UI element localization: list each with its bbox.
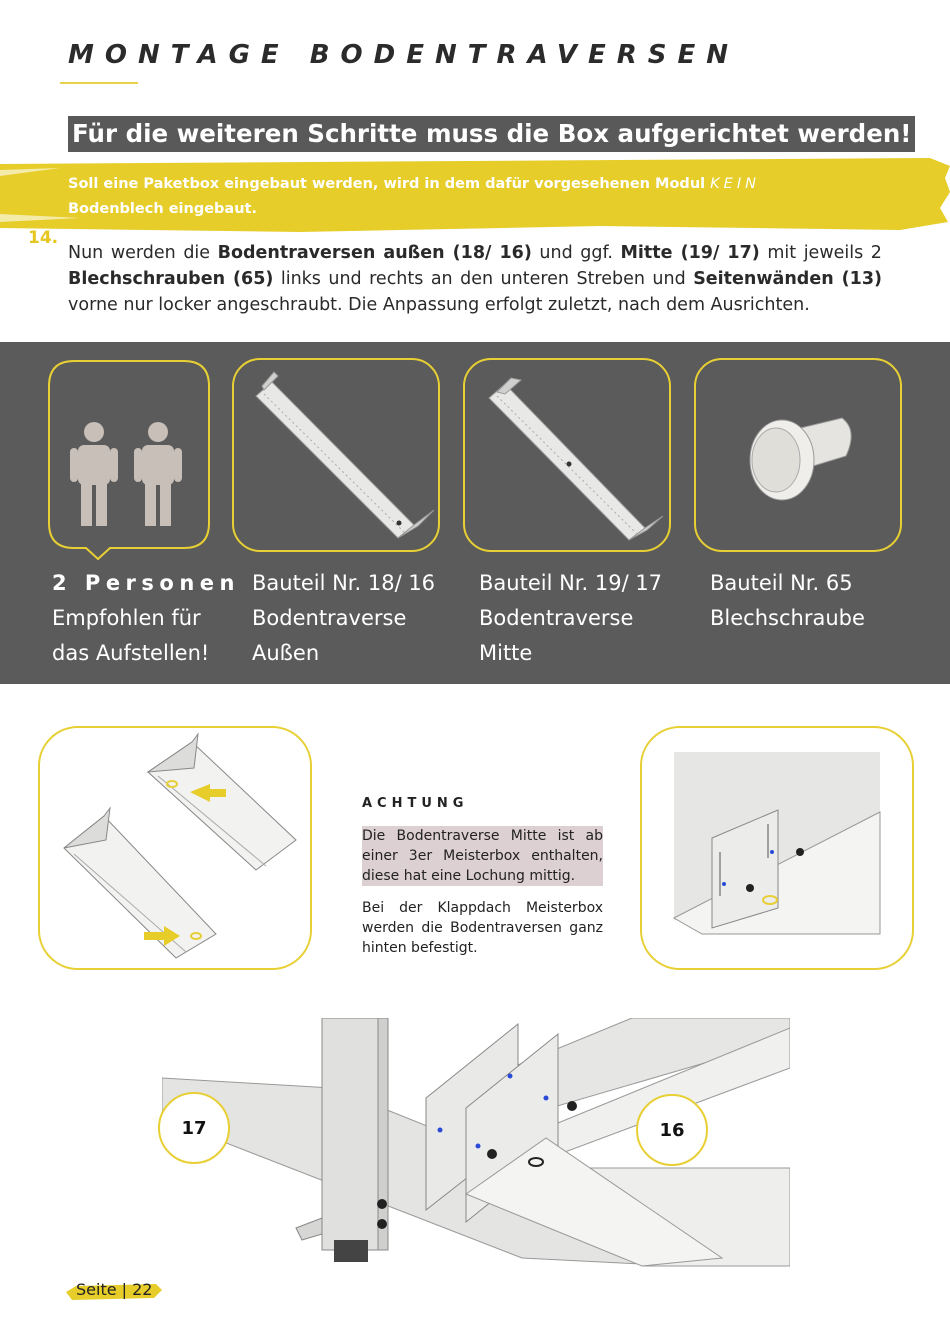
notice-text-before: Soll eine Paketbox eingebaut werden, wird in dem dafür vorgesehenen Modul <box>68 176 706 192</box>
parts-band <box>0 342 950 684</box>
caption-subtitle: Außen <box>252 641 320 665</box>
page-number: Seite | 22 <box>76 1280 153 1299</box>
part-label-17: 17 <box>158 1092 230 1164</box>
step-bold: Blechschrauben (65) <box>68 269 274 289</box>
achtung-heading: ACHTUNG <box>362 796 469 811</box>
middle-crossbeam-card <box>463 358 671 552</box>
step-number: 14. <box>28 228 59 248</box>
crossbeam-hole-illustration <box>38 726 312 970</box>
sheet-metal-screw-icon <box>696 360 900 550</box>
achtung-text: Bei der Klappdach Meisterbox werden die Bodentraversen ganz hinten befestigt. <box>362 900 603 956</box>
step-instructions <box>68 240 882 318</box>
notice-highlight: KEIN <box>710 176 760 192</box>
caption-part-18-16 <box>252 566 435 671</box>
crossbeam-diagram <box>40 728 310 968</box>
step-text: vorne nur locker angeschraubt. Die Anpassung erfolgt zuletzt, nach dem Ausrichten. <box>68 295 810 315</box>
notice-text-after: Bodenblech eingebaut. <box>68 201 257 217</box>
caption-subtitle: Empfohlen für <box>52 606 201 630</box>
caption-part-19-17 <box>479 566 662 671</box>
caption-persons <box>52 566 240 671</box>
caption-title: Bauteil Nr. 65 <box>710 571 853 595</box>
step-text: links und rechts an den unteren Streben und <box>280 269 686 289</box>
side-wall-illustration <box>640 726 914 970</box>
part-label-16: 16 <box>636 1094 708 1166</box>
step-text: Nun werden die <box>68 243 211 263</box>
caption-subtitle: Bodentraverse <box>479 606 634 630</box>
caption-part-65 <box>710 566 865 636</box>
step-bold: Mitte (19/ 17) <box>620 243 760 263</box>
warning-banner: Für die weiteren Schritte muss die Box aufgerichtet werden! <box>68 116 915 152</box>
outer-crossbeam-card <box>232 358 440 552</box>
page-title: MONTAGE BODENTRAVERSEN <box>68 40 740 70</box>
caption-title: Bauteil Nr. 19/ 17 <box>479 571 663 595</box>
caption-title: Bauteil Nr. 18/ 16 <box>252 571 436 595</box>
caption-title: 2 Personen <box>52 571 240 595</box>
two-persons-card <box>48 360 210 560</box>
middle-crossbeam-icon <box>465 360 669 550</box>
step-text: und ggf. <box>539 243 613 263</box>
step-bold: Bodentraversen außen (18/ 16) <box>217 243 532 263</box>
achtung-highlight-text: Die Bodentraverse Mitte ist ab einer 3er Meisterbox enthalten, diese hat eine Lochung mittig. <box>362 828 603 884</box>
paketbox-notice <box>68 172 868 222</box>
caption-subtitle: Blechschraube <box>710 606 865 630</box>
caption-subtitle: Bodentraverse <box>252 606 407 630</box>
title-underline <box>60 82 138 84</box>
outer-crossbeam-icon <box>234 360 438 550</box>
step-text: mit jeweils 2 <box>767 243 882 263</box>
caption-subtitle: Mitte <box>479 641 533 665</box>
caption-subtitle: das Aufstellen! <box>52 641 210 665</box>
step-bold: Seitenwänden (13) <box>693 269 882 289</box>
sheet-metal-screw-card <box>694 358 902 552</box>
side-wall-diagram <box>642 728 912 968</box>
